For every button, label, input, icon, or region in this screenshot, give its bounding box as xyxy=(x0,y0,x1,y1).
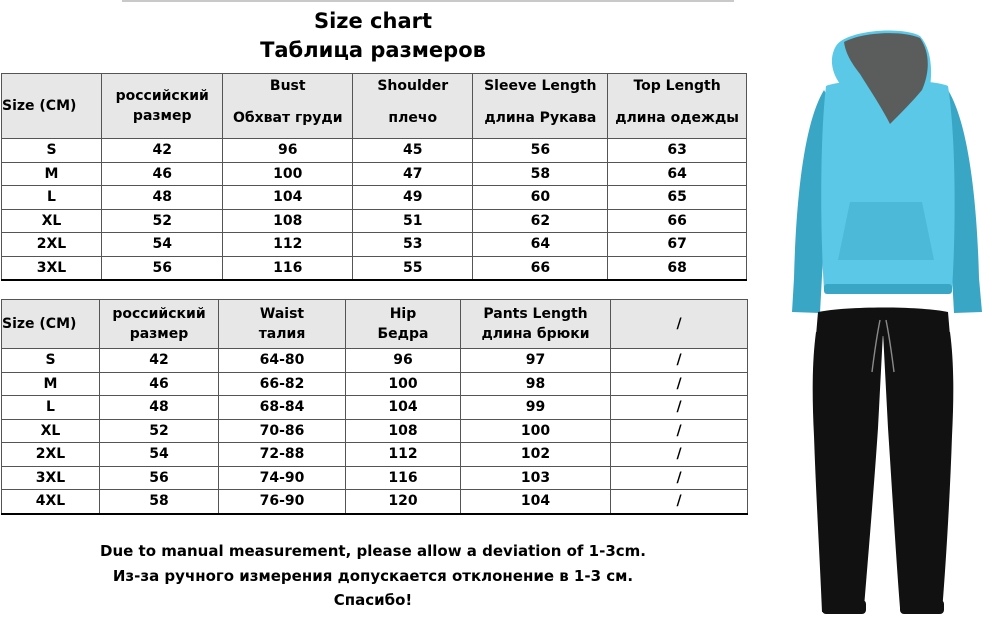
pants-right-leg xyxy=(883,332,953,612)
cell-value-1: 64-80 xyxy=(219,349,346,373)
cell-russian-size: 56 xyxy=(102,256,223,280)
thanks-note: Спасибо! xyxy=(333,591,413,609)
cell-size: M xyxy=(2,162,102,186)
cell-size: S xyxy=(2,139,102,163)
cell-value-4: 63 xyxy=(608,139,747,163)
table-row xyxy=(2,186,747,210)
cell-value-2: 104 xyxy=(346,396,461,420)
pants-left-cuff xyxy=(822,600,866,614)
cell-russian-size: 52 xyxy=(100,419,219,443)
cell-value-1: 76-90 xyxy=(219,490,346,514)
cell-size: XL xyxy=(2,209,102,233)
cell-value-4: / xyxy=(611,466,748,490)
cell-value-1: 96 xyxy=(223,139,353,163)
cell-value-2: 112 xyxy=(346,443,461,467)
table-row xyxy=(2,139,747,163)
cell-russian-size: 42 xyxy=(100,349,219,373)
cell-value-1: 108 xyxy=(223,209,353,233)
cell-russian-size: 54 xyxy=(102,233,223,257)
cell-russian-size: 52 xyxy=(102,209,223,233)
top-divider xyxy=(122,0,734,2)
cell-value-2: 53 xyxy=(353,233,473,257)
cell-value-4: / xyxy=(611,443,748,467)
page-title-russian: Таблица размеров xyxy=(260,38,486,62)
cell-russian-size: 58 xyxy=(100,490,219,514)
pants-left-leg xyxy=(813,332,883,612)
cell-value-2: 120 xyxy=(346,490,461,514)
measurement-note-english: Due to manual measurement, please allow a deviation of 1-3cm. xyxy=(100,542,646,560)
cell-size: 2XL xyxy=(2,233,102,257)
cell-size: M xyxy=(2,372,100,396)
table-row xyxy=(2,466,748,490)
cell-value-2: 108 xyxy=(346,419,461,443)
pants-right-cuff xyxy=(900,600,944,614)
cell-value-3: 66 xyxy=(473,256,608,280)
cell-size: 2XL xyxy=(2,443,100,467)
cell-value-1: 74-90 xyxy=(219,466,346,490)
cell-size: L xyxy=(2,396,100,420)
table-row xyxy=(2,349,748,373)
cell-value-4: / xyxy=(611,396,748,420)
column-header-empty: / xyxy=(611,300,748,349)
pants-size-table xyxy=(1,299,748,515)
cell-russian-size: 42 xyxy=(102,139,223,163)
cell-value-2: 45 xyxy=(353,139,473,163)
table-row xyxy=(2,256,747,280)
cell-size: XL xyxy=(2,419,100,443)
cell-value-3: 100 xyxy=(461,419,611,443)
cell-value-4: 67 xyxy=(608,233,747,257)
table-row xyxy=(2,443,748,467)
cell-value-1: 116 xyxy=(223,256,353,280)
cell-value-3: 98 xyxy=(461,372,611,396)
pants-image xyxy=(808,306,958,624)
cell-value-4: 64 xyxy=(608,162,747,186)
hoodie-pocket xyxy=(838,202,934,260)
column-header-pants-length: Pants Length длина брюки xyxy=(461,300,611,349)
cell-value-3: 97 xyxy=(461,349,611,373)
column-header-hip: Hip Бедра xyxy=(346,300,461,349)
column-header-top-length: Top Length длина одежды xyxy=(608,74,747,139)
cell-size: L xyxy=(2,186,102,210)
column-header-russian-size: российский размер xyxy=(102,74,223,139)
cell-value-1: 100 xyxy=(223,162,353,186)
table-row xyxy=(2,209,747,233)
column-header-size: Size (CM) xyxy=(2,300,100,349)
cell-value-1: 68-84 xyxy=(219,396,346,420)
cell-russian-size: 46 xyxy=(102,162,223,186)
cell-value-2: 47 xyxy=(353,162,473,186)
table-row xyxy=(2,419,748,443)
cell-russian-size: 56 xyxy=(100,466,219,490)
cell-value-3: 60 xyxy=(473,186,608,210)
column-header-shoulder: Shoulder плечо xyxy=(353,74,473,139)
cell-value-2: 96 xyxy=(346,349,461,373)
cell-value-1: 70-86 xyxy=(219,419,346,443)
cell-value-3: 62 xyxy=(473,209,608,233)
cell-value-1: 66-82 xyxy=(219,372,346,396)
cell-value-4: 65 xyxy=(608,186,747,210)
cell-value-1: 112 xyxy=(223,233,353,257)
cell-size: 3XL xyxy=(2,466,100,490)
table-row xyxy=(2,490,748,514)
tops-size-table xyxy=(1,73,747,281)
column-header-bust: Bust Обхват груди xyxy=(223,74,353,139)
cell-value-3: 56 xyxy=(473,139,608,163)
cell-value-2: 116 xyxy=(346,466,461,490)
cell-russian-size: 48 xyxy=(102,186,223,210)
table-row xyxy=(2,396,748,420)
cell-size: S xyxy=(2,349,100,373)
cell-value-3: 99 xyxy=(461,396,611,420)
cell-value-1: 104 xyxy=(223,186,353,210)
table-header-row xyxy=(2,74,747,139)
cell-value-4: / xyxy=(611,419,748,443)
table-row xyxy=(2,372,748,396)
cell-russian-size: 46 xyxy=(100,372,219,396)
column-header-waist: Waist талия xyxy=(219,300,346,349)
hoodie-image xyxy=(784,28,990,320)
cell-value-3: 64 xyxy=(473,233,608,257)
table-header-row xyxy=(2,300,748,349)
measurement-note-russian: Из-за ручного измерения допускается отклонение в 1-3 см. xyxy=(112,567,634,585)
cell-value-4: / xyxy=(611,372,748,396)
column-header-russian-size: российский размер xyxy=(100,300,219,349)
hoodie-waistband xyxy=(824,284,952,294)
cell-value-3: 104 xyxy=(461,490,611,514)
cell-value-4: 66 xyxy=(608,209,747,233)
table-row xyxy=(2,233,747,257)
cell-russian-size: 54 xyxy=(100,443,219,467)
cell-value-2: 51 xyxy=(353,209,473,233)
cell-value-1: 72-88 xyxy=(219,443,346,467)
column-header-sleeve-length: Sleeve Length длина Рукава xyxy=(473,74,608,139)
cell-size: 4XL xyxy=(2,490,100,514)
cell-value-4: 68 xyxy=(608,256,747,280)
column-header-size: Size (CM) xyxy=(2,74,102,139)
cell-value-4: / xyxy=(611,349,748,373)
cell-value-3: 58 xyxy=(473,162,608,186)
cell-value-2: 55 xyxy=(353,256,473,280)
cell-russian-size: 48 xyxy=(100,396,219,420)
cell-size: 3XL xyxy=(2,256,102,280)
page-title: Size chart xyxy=(313,9,433,33)
cell-value-3: 103 xyxy=(461,466,611,490)
cell-value-2: 49 xyxy=(353,186,473,210)
cell-value-3: 102 xyxy=(461,443,611,467)
cell-value-4: / xyxy=(611,490,748,514)
table-row xyxy=(2,162,747,186)
pants-waistband xyxy=(816,308,950,337)
cell-value-2: 100 xyxy=(346,372,461,396)
